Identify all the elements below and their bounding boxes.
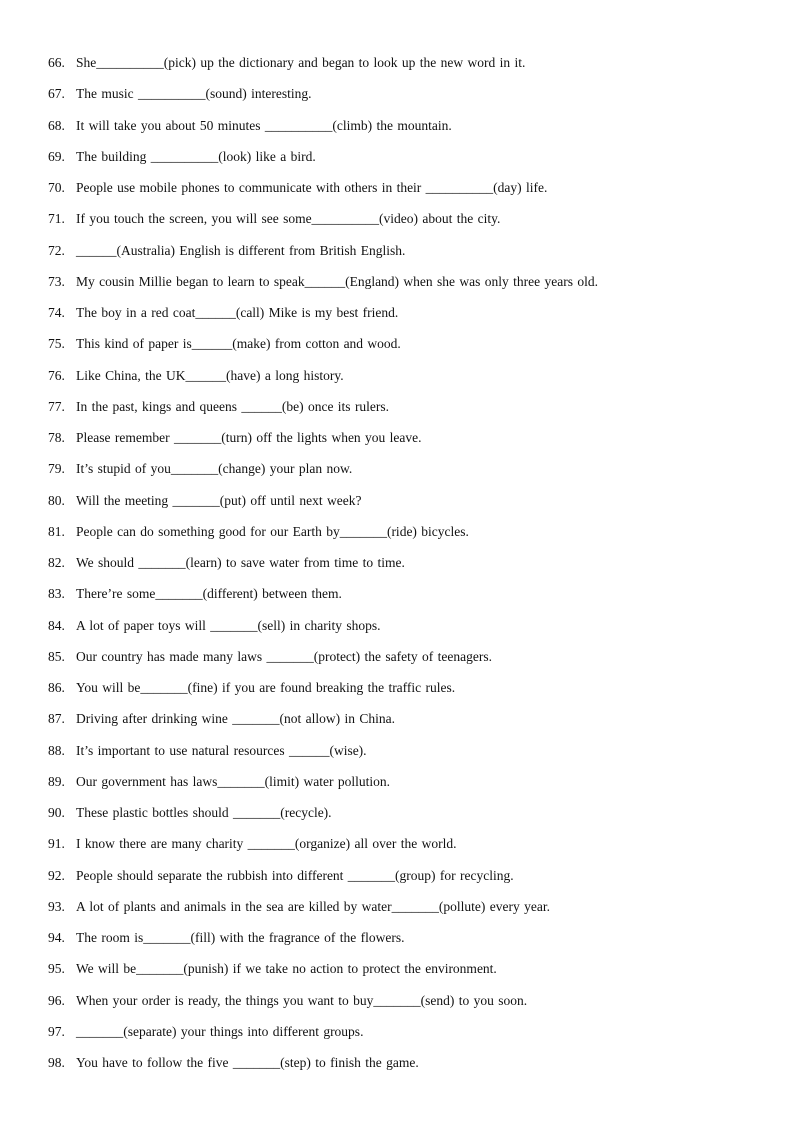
- exercise-sentence: Our government has laws_______(limit) water pollution.: [76, 773, 390, 789]
- exercise-item: [48, 584, 754, 615]
- exercise-sentence: It will take you about 50 minutes __________(climb) the mountain.: [76, 117, 452, 133]
- exercise-item: [48, 241, 754, 272]
- exercise-sentence: It’s stupid of you_______(change) your plan now.: [76, 461, 353, 477]
- exercise-number: 96.: [48, 992, 65, 1008]
- exercise-item: [48, 741, 754, 772]
- exercise-number: 76.: [48, 367, 65, 383]
- exercise-sentence: Like China, the UK______(have) a long history.: [76, 367, 344, 383]
- exercise-item: [48, 459, 754, 490]
- exercise-item: [48, 1053, 754, 1084]
- exercise-item: [48, 491, 754, 522]
- exercise-number: 66.: [48, 55, 65, 70]
- exercise-item: [48, 616, 754, 647]
- exercise-sentence: It’s important to use natural resources ______(wise).: [76, 742, 367, 758]
- exercise-sentence: She__________(pick) up the dictionary and began to look up the new word in it.: [76, 55, 526, 70]
- exercise-sentence: People should separate the rubbish into different _______(group) for recycling.: [76, 867, 514, 883]
- exercise-number: 86.: [48, 680, 65, 695]
- exercise-sentence: The building __________(look) like a bird.: [76, 148, 316, 164]
- exercise-number: 80.: [48, 492, 65, 508]
- exercise-sentence: These plastic bottles should _______(recycle).: [76, 805, 332, 820]
- exercise-sentence: _______(separate) your things into different groups.: [76, 1023, 364, 1039]
- exercise-sentence: You have to follow the five _______(step) to finish the game.: [76, 1055, 419, 1070]
- exercise-sentence: If you touch the screen, you will see some__________(video) about the city.: [76, 211, 501, 227]
- exercise-number: 77.: [48, 398, 65, 414]
- exercise-sentence: In the past, kings and queens ______(be) once its rulers.: [76, 398, 390, 414]
- exercise-item: [48, 147, 754, 178]
- exercise-number: 67.: [48, 86, 65, 102]
- exercise-item: [48, 553, 754, 584]
- exercise-item: [48, 959, 754, 990]
- exercise-sentence: Driving after drinking wine _______(not allow) in China.: [76, 711, 395, 727]
- exercise-sentence: The boy in a red coat______(call) Mike is my best friend.: [76, 305, 399, 320]
- exercise-sentence: A lot of plants and animals in the sea are killed by water_______(pollute) every year.: [76, 898, 550, 914]
- exercise-sentence: ______(Australia) English is different from British English.: [76, 242, 406, 258]
- exercise-number: 91.: [48, 836, 65, 852]
- exercise-sentence: We will be_______(punish) if we take no action to protect the environment.: [76, 961, 497, 977]
- exercise-item: [48, 53, 754, 84]
- exercise-item: [48, 772, 754, 803]
- exercise-number: 70.: [48, 180, 65, 195]
- exercise-item: [48, 647, 754, 678]
- exercise-number: 69.: [48, 148, 65, 164]
- exercise-number: 71.: [48, 211, 65, 227]
- exercise-item: [48, 709, 754, 740]
- exercise-number: 89.: [48, 773, 65, 789]
- exercise-number: 83.: [48, 586, 65, 602]
- exercise-item: [48, 928, 754, 959]
- exercise-item: [48, 803, 754, 834]
- exercise-number: 73.: [48, 273, 65, 289]
- exercise-sentence: My cousin Millie began to learn to speak______(England) when she was only three years old.: [76, 273, 599, 289]
- exercise-item: [48, 866, 754, 897]
- exercise-item: [48, 397, 754, 428]
- exercise-item: [48, 522, 754, 553]
- exercise-item: [48, 334, 754, 365]
- exercise-item: [48, 303, 754, 334]
- exercise-number: 92.: [48, 867, 65, 883]
- exercise-sentence: There’re some_______(different) between them.: [76, 586, 342, 602]
- exercise-number: 74.: [48, 305, 65, 320]
- exercise-sentence: People can do something good for our Earth by_______(ride) bicycles.: [76, 523, 469, 539]
- exercise-sentence: Will the meeting _______(put) off until next week?: [76, 492, 362, 508]
- exercise-number: 68.: [48, 117, 65, 133]
- exercise-sentence: Please remember _______(turn) off the lights when you leave.: [76, 430, 422, 445]
- exercise-item: [48, 428, 754, 459]
- exercise-number: 98.: [48, 1055, 65, 1070]
- exercise-item: [48, 991, 754, 1022]
- exercise-item: [48, 178, 754, 209]
- exercise-number: 90.: [48, 805, 65, 820]
- exercise-sentence: The music __________(sound) interesting.: [76, 86, 312, 102]
- exercise-list: [48, 53, 754, 1084]
- exercise-item: [48, 834, 754, 865]
- exercise-item: [48, 678, 754, 709]
- exercise-item: [48, 116, 754, 147]
- exercise-number: 88.: [48, 742, 65, 758]
- exercise-item: [48, 209, 754, 240]
- exercise-number: 93.: [48, 898, 65, 914]
- exercise-sentence: People use mobile phones to communicate with others in their __________(day) life.: [76, 180, 548, 195]
- exercise-sentence: The room is_______(fill) with the fragrance of the flowers.: [76, 930, 405, 945]
- exercise-number: 78.: [48, 430, 65, 445]
- exercise-sentence: We should _______(learn) to save water from time to time.: [76, 555, 405, 570]
- exercise-sentence: I know there are many charity _______(organize) all over the world.: [76, 836, 457, 852]
- exercise-sentence: Our country has made many laws _______(protect) the safety of teenagers.: [76, 648, 492, 664]
- exercise-sentence: When your order is ready, the things you want to buy_______(send) to you soon.: [76, 992, 528, 1008]
- exercise-number: 72.: [48, 242, 65, 258]
- exercise-item: [48, 272, 754, 303]
- exercise-number: 84.: [48, 617, 65, 633]
- exercise-sentence: This kind of paper is______(make) from cotton and wood.: [76, 336, 401, 352]
- exercise-number: 87.: [48, 711, 65, 727]
- exercise-item: [48, 1022, 754, 1053]
- exercise-sentence: A lot of paper toys will _______(sell) in charity shops.: [76, 617, 381, 633]
- exercise-number: 75.: [48, 336, 65, 352]
- exercise-item: [48, 84, 754, 115]
- exercise-number: 79.: [48, 461, 65, 477]
- exercise-item: [48, 366, 754, 397]
- exercise-number: 97.: [48, 1023, 65, 1039]
- exercise-number: 81.: [48, 523, 65, 539]
- exercise-number: 82.: [48, 555, 65, 570]
- exercise-number: 85.: [48, 648, 65, 664]
- exercise-item: [48, 897, 754, 928]
- exercise-sentence: You will be_______(fine) if you are found breaking the traffic rules.: [76, 680, 456, 695]
- exercise-number: 94.: [48, 930, 65, 945]
- exercise-number: 95.: [48, 961, 65, 977]
